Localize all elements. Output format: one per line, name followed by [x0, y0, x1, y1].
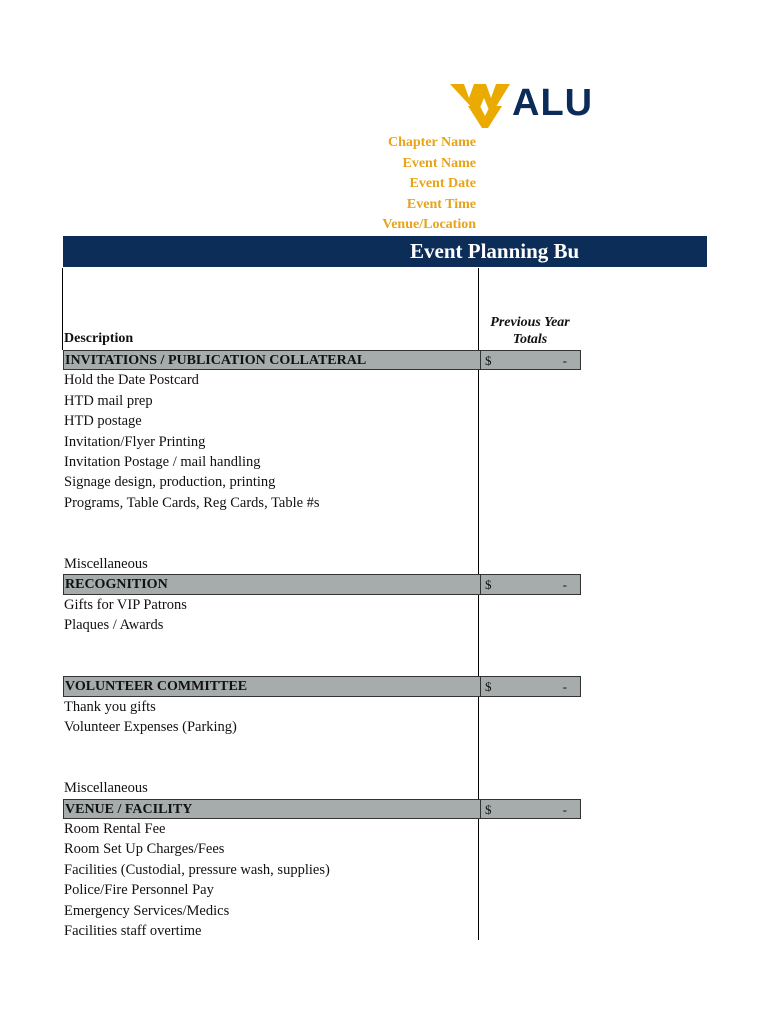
line-item-row	[63, 432, 581, 452]
line-item-row	[63, 737, 581, 757]
line-item-row	[63, 758, 581, 778]
line-item-label: Invitation Postage / mail handling	[64, 453, 261, 470]
line-item-label: Volunteer Expenses (Parking)	[64, 719, 237, 736]
line-item-label: HTD mail prep	[64, 392, 153, 409]
previous-year-header-line2: Totals	[512, 332, 548, 347]
line-item-label: Miscellaneous	[64, 780, 148, 797]
section-header-row	[63, 799, 581, 819]
table-left-border	[62, 268, 63, 350]
event-date-label: Event Date	[409, 176, 476, 191]
section-total-cell	[480, 800, 581, 818]
line-item-row	[63, 860, 581, 880]
line-item-row	[63, 921, 581, 941]
section-label: VENUE / FACILITY	[65, 801, 193, 817]
section-total-value: -	[562, 353, 567, 368]
line-item-label: Police/Fire Personnel Pay	[64, 882, 214, 899]
description-column-header: Description	[64, 331, 134, 346]
line-item-row	[63, 656, 581, 676]
section-label: RECOGNITION	[65, 577, 168, 593]
budget-table	[63, 350, 581, 941]
line-item-row	[63, 513, 581, 533]
previous-year-header-line1: Previous Year	[490, 315, 570, 330]
line-item-row	[63, 472, 581, 492]
line-item-label: Thank you gifts	[64, 698, 156, 715]
title-bar	[63, 236, 707, 267]
page-title: Event Planning Bu	[410, 239, 580, 263]
line-item-row	[63, 493, 581, 513]
section-label: VOLUNTEER COMMITTEE	[65, 679, 248, 695]
line-item-label: Signage design, production, printing	[64, 474, 276, 491]
section-header-row	[63, 574, 581, 594]
event-info-labels	[300, 133, 476, 236]
logo-text: ALU	[512, 82, 594, 124]
line-item-row	[63, 411, 581, 431]
line-item-label: Invitation/Flyer Printing	[64, 433, 206, 450]
currency-symbol: $	[485, 679, 492, 695]
line-item-row	[63, 554, 581, 574]
line-item-label: Miscellaneous	[64, 555, 148, 572]
section-total-value: -	[562, 679, 567, 695]
currency-symbol: $	[485, 801, 492, 817]
venue-location-label: Venue/Location	[382, 217, 476, 232]
previous-year-totals-header	[479, 314, 581, 348]
chapter-name-label: Chapter Name	[387, 135, 476, 150]
line-item-label: Hold the Date Postcard	[64, 372, 199, 389]
line-item-row	[63, 635, 581, 655]
wvu-alumni-logo	[450, 80, 594, 130]
line-item-row	[63, 778, 581, 798]
line-item-label: Emergency Services/Medics	[64, 902, 230, 919]
section-header-row	[63, 350, 581, 370]
section-total-value: -	[562, 801, 567, 817]
flying-wv-icon	[450, 80, 510, 130]
line-item-label: Facilities (Custodial, pressure wash, supplies)	[64, 861, 330, 878]
section-total-cell	[480, 351, 581, 369]
line-item-row	[63, 839, 581, 859]
section-header-row	[63, 676, 581, 696]
line-item-label: Plaques / Awards	[64, 617, 164, 634]
line-item-row	[63, 819, 581, 839]
event-time-label: Event Time	[406, 196, 476, 212]
line-item-row	[63, 452, 581, 472]
line-item-row	[63, 615, 581, 635]
section-total-cell	[480, 677, 581, 695]
line-item-label: Room Set Up Charges/Fees	[64, 841, 225, 858]
line-item-row	[63, 697, 581, 717]
line-item-row	[63, 370, 581, 390]
currency-symbol: $	[485, 577, 492, 593]
line-item-row	[63, 901, 581, 921]
line-item-row	[63, 534, 581, 554]
line-item-row	[63, 391, 581, 411]
line-item-label: HTD postage	[64, 413, 142, 430]
line-item-label: Facilities staff overtime	[64, 922, 202, 939]
section-label: INVITATIONS / PUBLICATION COLLATERAL	[65, 353, 367, 368]
section-total-value: -	[562, 577, 567, 593]
event-name-label: Event Name	[402, 155, 476, 171]
line-item-row	[63, 595, 581, 615]
line-item-label: Room Rental Fee	[64, 820, 166, 837]
currency-symbol: $	[485, 353, 492, 368]
line-item-row	[63, 880, 581, 900]
section-total-cell	[480, 575, 581, 593]
line-item-label: Programs, Table Cards, Reg Cards, Table #s	[64, 494, 320, 511]
line-item-row	[63, 717, 581, 737]
line-item-label: Gifts for VIP Patrons	[64, 596, 187, 613]
